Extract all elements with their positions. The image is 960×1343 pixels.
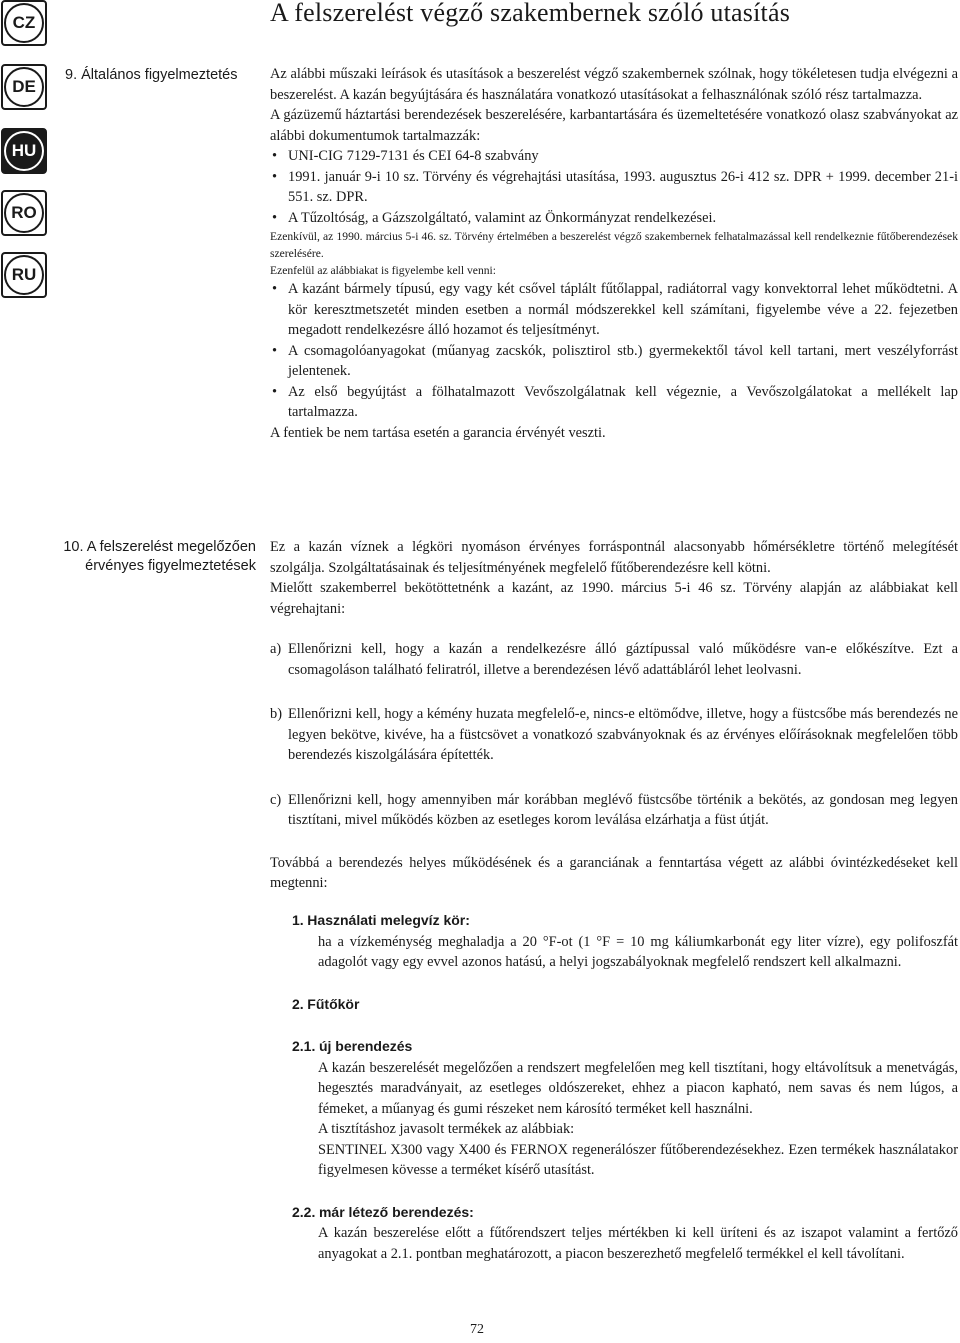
section-9-intro: Az alábbi műszaki leírások és utasítások a beszerelést végző szakembernek szólnak, hogy tökéletesen tudja elvégezni a beszerelést. A kazán begyújtására és használatára vonatkozó utasításokat a felhasználónak szóló rész tartalmazza.	[270, 66, 958, 103]
language-label: RO	[4, 193, 44, 233]
considerations-list	[270, 279, 958, 423]
precautions-list	[292, 910, 958, 1264]
language-label: RU	[4, 255, 44, 295]
check-text: Ellenőrizni kell, hogy a kémény huzata megfelelő-e, nincs-e eltömődve, illetve, hogy a füstcsőbe más berendezés ne legyen bekötve, kivéve, ha a füstcsövet a vonatkozó szabványoknak és az érvényes előírásoknak megfelelően több berendezés kiszolgálására építették.	[288, 706, 958, 763]
item-2-2-heading	[292, 1202, 958, 1224]
check-item	[270, 790, 958, 831]
section-10-body	[270, 537, 958, 894]
item-number: 2.2.	[292, 1203, 316, 1220]
list-item: • A Tűzoltóság, a Gázszolgáltató, valamint az Önkormányzat rendelkezései.	[270, 208, 958, 229]
list-item: • 1991. január 9-i 10 sz. Törvény és végrehajtási utasítása, 1993. augusztus 26-i 412 sz. DPR + 1999. december 21-i 551. sz. DPR.	[270, 167, 958, 208]
warranty-note: A fentiek be nem tartása esetén a garancia érvényét veszti.	[270, 424, 606, 441]
check-label: a)	[270, 641, 282, 657]
precautions-intro: Továbbá a berendezés helyes működésének és a garanciának a fenntartása végett az alábbi óvintézkedéseket kell megtenni:	[270, 854, 958, 891]
check-label: c)	[270, 791, 282, 808]
item-2-1-body	[292, 1058, 958, 1181]
authorization-note: Ezenkívül, az 1990. március 5-i 46. sz. Törvény értelmében a beszerelést végző szakembernek felhatalmazással kell rendelkeznie fűtőberendezések szerelésére.	[270, 230, 958, 260]
language-tab-ru[interactable]	[1, 252, 47, 298]
item-number: 1.	[292, 912, 304, 928]
language-label: DE	[4, 67, 44, 107]
standards-list	[270, 146, 958, 228]
list-item: • UNI-CIG 7129-7131 és CEI 64-8 szabvány	[270, 146, 958, 167]
item-2-heading	[292, 994, 958, 1016]
item-2-1-heading	[292, 1036, 958, 1058]
section-10-heading-line: 10. A felszerelést megelőzően	[63, 539, 256, 555]
page-number: 72	[470, 1322, 484, 1337]
considerations-intro: Ezenfelül az alábbiakat is figyelembe kell venni:	[270, 264, 496, 277]
list-item: • A csomagolóanyagokat (műanyag zacskók, polisztirol stb.) gyermekektől távol kell tartani, mert veszélyforrást jelentenek.	[270, 341, 958, 382]
language-tab-de[interactable]	[1, 64, 47, 110]
check-item	[270, 704, 958, 766]
page-title: A felszerelést végző szakembernek szóló utasítás	[270, 0, 791, 27]
section-9-heading: 9. Általános figyelmeztetés	[65, 67, 238, 83]
item-title: Fűtőkör	[307, 995, 360, 1012]
check-label: b)	[270, 706, 282, 722]
section-10-prereq: Mielőtt szakemberrel bekötöttetnénk a kazánt, az 1990. március 5-i 46 sz. Törvény alapján az alábbiakat kell végrehajtani:	[270, 580, 958, 617]
section-10-heading-line: érvényes figyelmeztetések	[85, 558, 256, 574]
item-2-2-text: A kazán beszerelése előtt a fűtőrendszert teljes mértékben ki kell üríteni és az iszapot valamint a fertőző anyagokat a 2.1. pontban meghatározott, a piacon beszerezhető megfelelő termékkel el kell távolítani.	[318, 1225, 958, 1262]
language-tab-cz[interactable]	[1, 0, 47, 46]
item-title: Használati melegvíz kör:	[307, 912, 470, 928]
list-item: • Az első begyújtást a fölhatalmazott Vevőszolgálatnak kell végeznie, a Vevőszolgálatokat a mellékelt lap tartalmazza.	[270, 382, 958, 423]
item-1-heading	[292, 910, 958, 932]
section-10-intro: Ez a kazán víznek a légköri nyomáson érvényes forráspontnál alacsonyabb hőmérsékletre történő melegítését szolgálja. Szolgáltatásainak és teljesítményének megfelelő fűtőberendezésre kell kötni.	[270, 539, 958, 576]
check-item	[270, 639, 958, 680]
language-label: CZ	[4, 3, 44, 43]
section-9-standards-intro: A gázüzemű háztartási berendezések beszerelésére, karbantartására és üzemeltetésére vonatkozó olasz szabványokat az alábbi dokumentumok tartalmazzák:	[270, 107, 958, 144]
list-item: • A kazánt bármely típusú, egy vagy két csővel táplált fűtőlappal, radiátorral vagy konvektorral lehet működtetni. A kör keresztmetszetét minden esetben a normál módszerekkel kell számítani, figyelembe véve a 22. fejezetben megadott rendelkezésre álló hozamot és teljesítményt.	[270, 279, 958, 341]
section-9-body	[270, 64, 958, 443]
item-2-1-products-intro: A tisztításhoz javasolt termékek az alábbiak:	[318, 1121, 575, 1137]
item-title: már létező berendezés:	[318, 1203, 474, 1220]
check-text: Ellenőrizni kell, hogy a kazán a rendelkezésre álló gáztípussal való működésre van-e előkészítve. Ezt a csomagoláson található feliratról, illetve a berendezésen lévő adattábláról lehet leolvasni.	[288, 641, 958, 678]
item-number: 2.1.	[292, 1038, 316, 1054]
item-number: 2.	[292, 995, 304, 1012]
item-2-1-text: A kazán beszerelését megelőzően a rendszert megfelelően meg kell tisztítani, hogy eltávolítsuk a menetvágás, hegesztés maradványait, az esetleges oldószereket, ehhez a piacon kapható, nem savas és nem lúgos, a fémeket, a műanyag és gumi részeket nem károsító terméket kell használni.	[318, 1059, 958, 1117]
item-2-1-products: SENTINEL X300 vagy X400 és FERNOX regenerálószer fűtőberendezésekhez. Ezen termékek használatakor figyelmesen kövesse a terméket kísérő utasítást.	[318, 1141, 958, 1178]
section-10-heading	[40, 538, 256, 576]
item-title: új berendezés	[318, 1038, 413, 1054]
check-text: Ellenőrizni kell, hogy amennyiben már korábban meglévő füstcsőbe történik a bekötés, az gondosan meg legyen tisztítani, mivel működés közben az esetleges korom leválása elzárhatja a füst útját.	[288, 791, 958, 828]
language-tab-hu[interactable]	[1, 128, 47, 174]
item-1-text: ha a vízkeménység meghaladja a 20 °F-ot (1 °F = 10 mg káliumkarbonát egy liter vízre), egy polifoszfát adagolót vagy egy evvel azonos hatású, a helyi jogszabályoknak megfelelő rendszert kell alkalmazni.	[318, 933, 958, 970]
language-tab-ro[interactable]	[1, 190, 47, 236]
language-label: HU	[4, 131, 44, 171]
